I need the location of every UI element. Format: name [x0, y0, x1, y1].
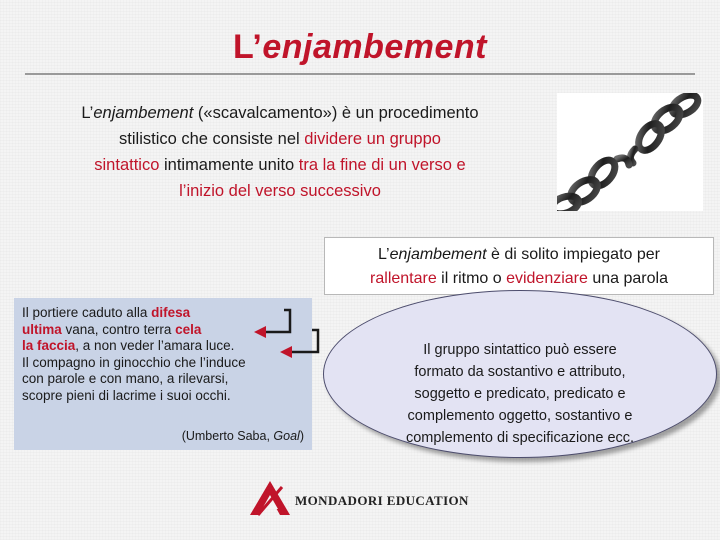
poem-line: la faccia, a non veder l’amara luce.	[22, 338, 235, 353]
image-watermark: © istock	[575, 140, 625, 156]
publisher-brand: MONDADORI EDUCATION	[295, 493, 469, 508]
title-divider	[25, 73, 695, 75]
enjambement-arrows-icon	[240, 302, 322, 362]
poem-line: Il compagno in ginocchio che l’induce	[22, 354, 246, 370]
poem-line: ultima vana, contro terra cela	[22, 321, 202, 337]
poem-line: con parole e con mano, a rilevarsi,	[22, 371, 229, 386]
poem-line: Il portiere caduto alla difesa	[22, 305, 191, 320]
definition-paragraph: L’enjambement («scavalcamento») è un procedimento stilistico che consiste nel dividere un gruppo sintattico intimamente unito tra la fine di un verso e l’inizio del verso successivo	[81, 104, 479, 200]
slide-title: L’enjambement	[232, 28, 488, 66]
poem-citation: (Umberto Saba, Goal)	[181, 429, 304, 443]
poem-line: scopre pieni di lacrime i suoi occhi.	[22, 387, 231, 403]
syntactic-group-text: Il gruppo sintattico può essere formato da sostantivo e attributo, soggetto e predicato, predicato e complemento oggetto, sostantivo e complemento di specificazione ecc.	[405, 342, 635, 446]
mondadori-logo-icon	[248, 479, 292, 517]
usage-note-box: L’enjambement è di solito impiegato per rallentare il ritmo o evidenziare una parola	[324, 237, 714, 295]
